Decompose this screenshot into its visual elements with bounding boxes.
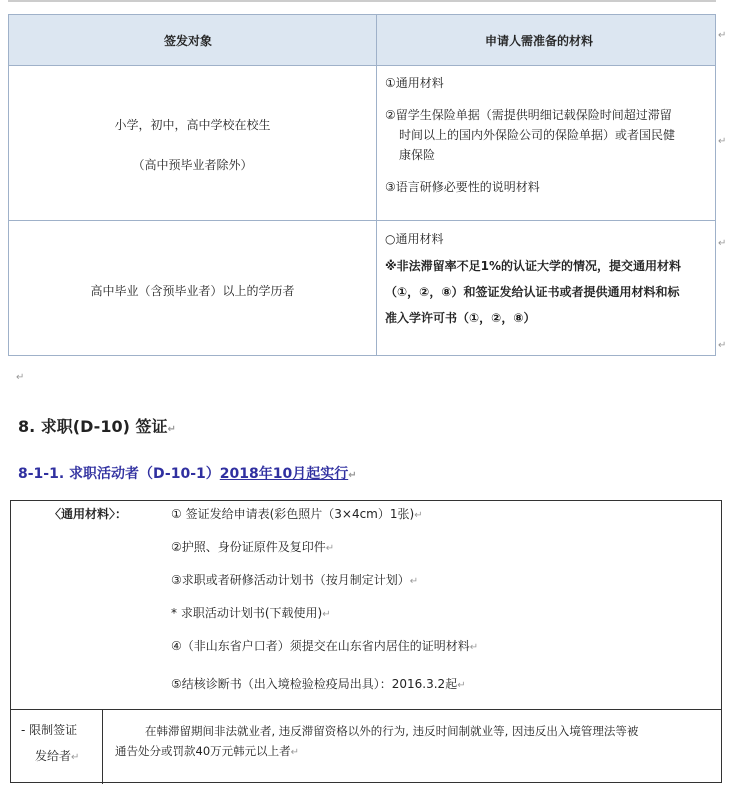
row1-target-line2: （高中预毕业者除外） bbox=[132, 158, 253, 172]
row1-materials bbox=[385, 73, 715, 197]
section-8-1-1-subtitle: 8-1-1. 求职活动者（D-10-1）2018年10月起实行↵ bbox=[18, 466, 357, 482]
pilcrow-mark: ↵ bbox=[718, 340, 727, 351]
list-item: * 求职活动计划书(下载使用)↵ bbox=[171, 606, 331, 620]
list-item: ②护照、身份证原件及复印件↵ bbox=[171, 540, 335, 554]
row2-materials bbox=[385, 229, 715, 331]
restricted-description: 在韩滞留期间非法就业者, 违反滞留资格以外的行为, 违反时间制就业等, 因违反出入境管理法等被 通告处分或罚款40万元韩元以上者↵ bbox=[115, 724, 639, 758]
header-required-materials: 申请人需准备的材料 bbox=[485, 34, 594, 48]
job-seeker-requirements-table bbox=[10, 500, 722, 783]
row2-item-4: 准入学许可书（①，②，⑧） bbox=[385, 311, 536, 325]
pilcrow-mark: ↵ bbox=[718, 238, 727, 249]
row1-item-2b: 时间以上的国内外保险公司的保险单据）或者国民健 bbox=[399, 128, 676, 142]
list-item: ① 签证发给申请表(彩色照片（3×4cm）1张)↵ bbox=[171, 507, 423, 521]
row2-item-1: ○通用材料 bbox=[385, 232, 444, 246]
restricted-label: - 限制签证 发给者↵ bbox=[21, 723, 80, 763]
row2-item-2: ※非法滞留率不足1%的认证大学的情况，提交通用材料 bbox=[385, 259, 682, 273]
table-header-row bbox=[9, 15, 715, 66]
row2-target: 高中毕业（含预毕业者）以上的学历者 bbox=[90, 284, 295, 298]
row1-item-3: ③语言研修必要性的说明材料 bbox=[385, 180, 540, 194]
effective-date: 2018年10月起实行 bbox=[219, 466, 349, 482]
row2-item-3: （①，②，⑧）和签证发给认证书或者提供通用材料和标 bbox=[385, 285, 680, 299]
row1-target bbox=[9, 115, 376, 175]
common-materials-list bbox=[171, 505, 711, 708]
list-item: ④（非山东省户口者）须提交在山东省内居住的证明材料↵ bbox=[171, 639, 479, 653]
eligibility-table bbox=[8, 14, 716, 356]
common-materials-label: 〈通用材料〉： bbox=[49, 507, 128, 521]
row1-item-2c: 康保险 bbox=[399, 148, 436, 162]
section-8-title: 8. 求职(D-10) 签证↵ bbox=[18, 417, 176, 436]
pilcrow-mark: ↵ bbox=[16, 372, 25, 383]
list-item: ③求职或者研修活动计划书（按月制定计划）↵ bbox=[171, 573, 419, 587]
page-top-edge bbox=[8, 0, 716, 2]
row1-item-1: ①通用材料 bbox=[385, 76, 444, 90]
pilcrow-mark: ↵ bbox=[718, 30, 727, 41]
row1-target-line1: 小学，初中，高中学校在校生 bbox=[114, 118, 271, 132]
list-item: ⑤结核诊断书（出入境检验检疫局出具）：2016.3.2起↵ bbox=[171, 677, 466, 691]
row1-item-2a: ②留学生保险单据（需提供明细记载保险时间超过滞留 bbox=[385, 108, 672, 122]
header-issue-target: 签发对象 bbox=[164, 34, 213, 48]
pilcrow-mark: ↵ bbox=[718, 136, 727, 147]
